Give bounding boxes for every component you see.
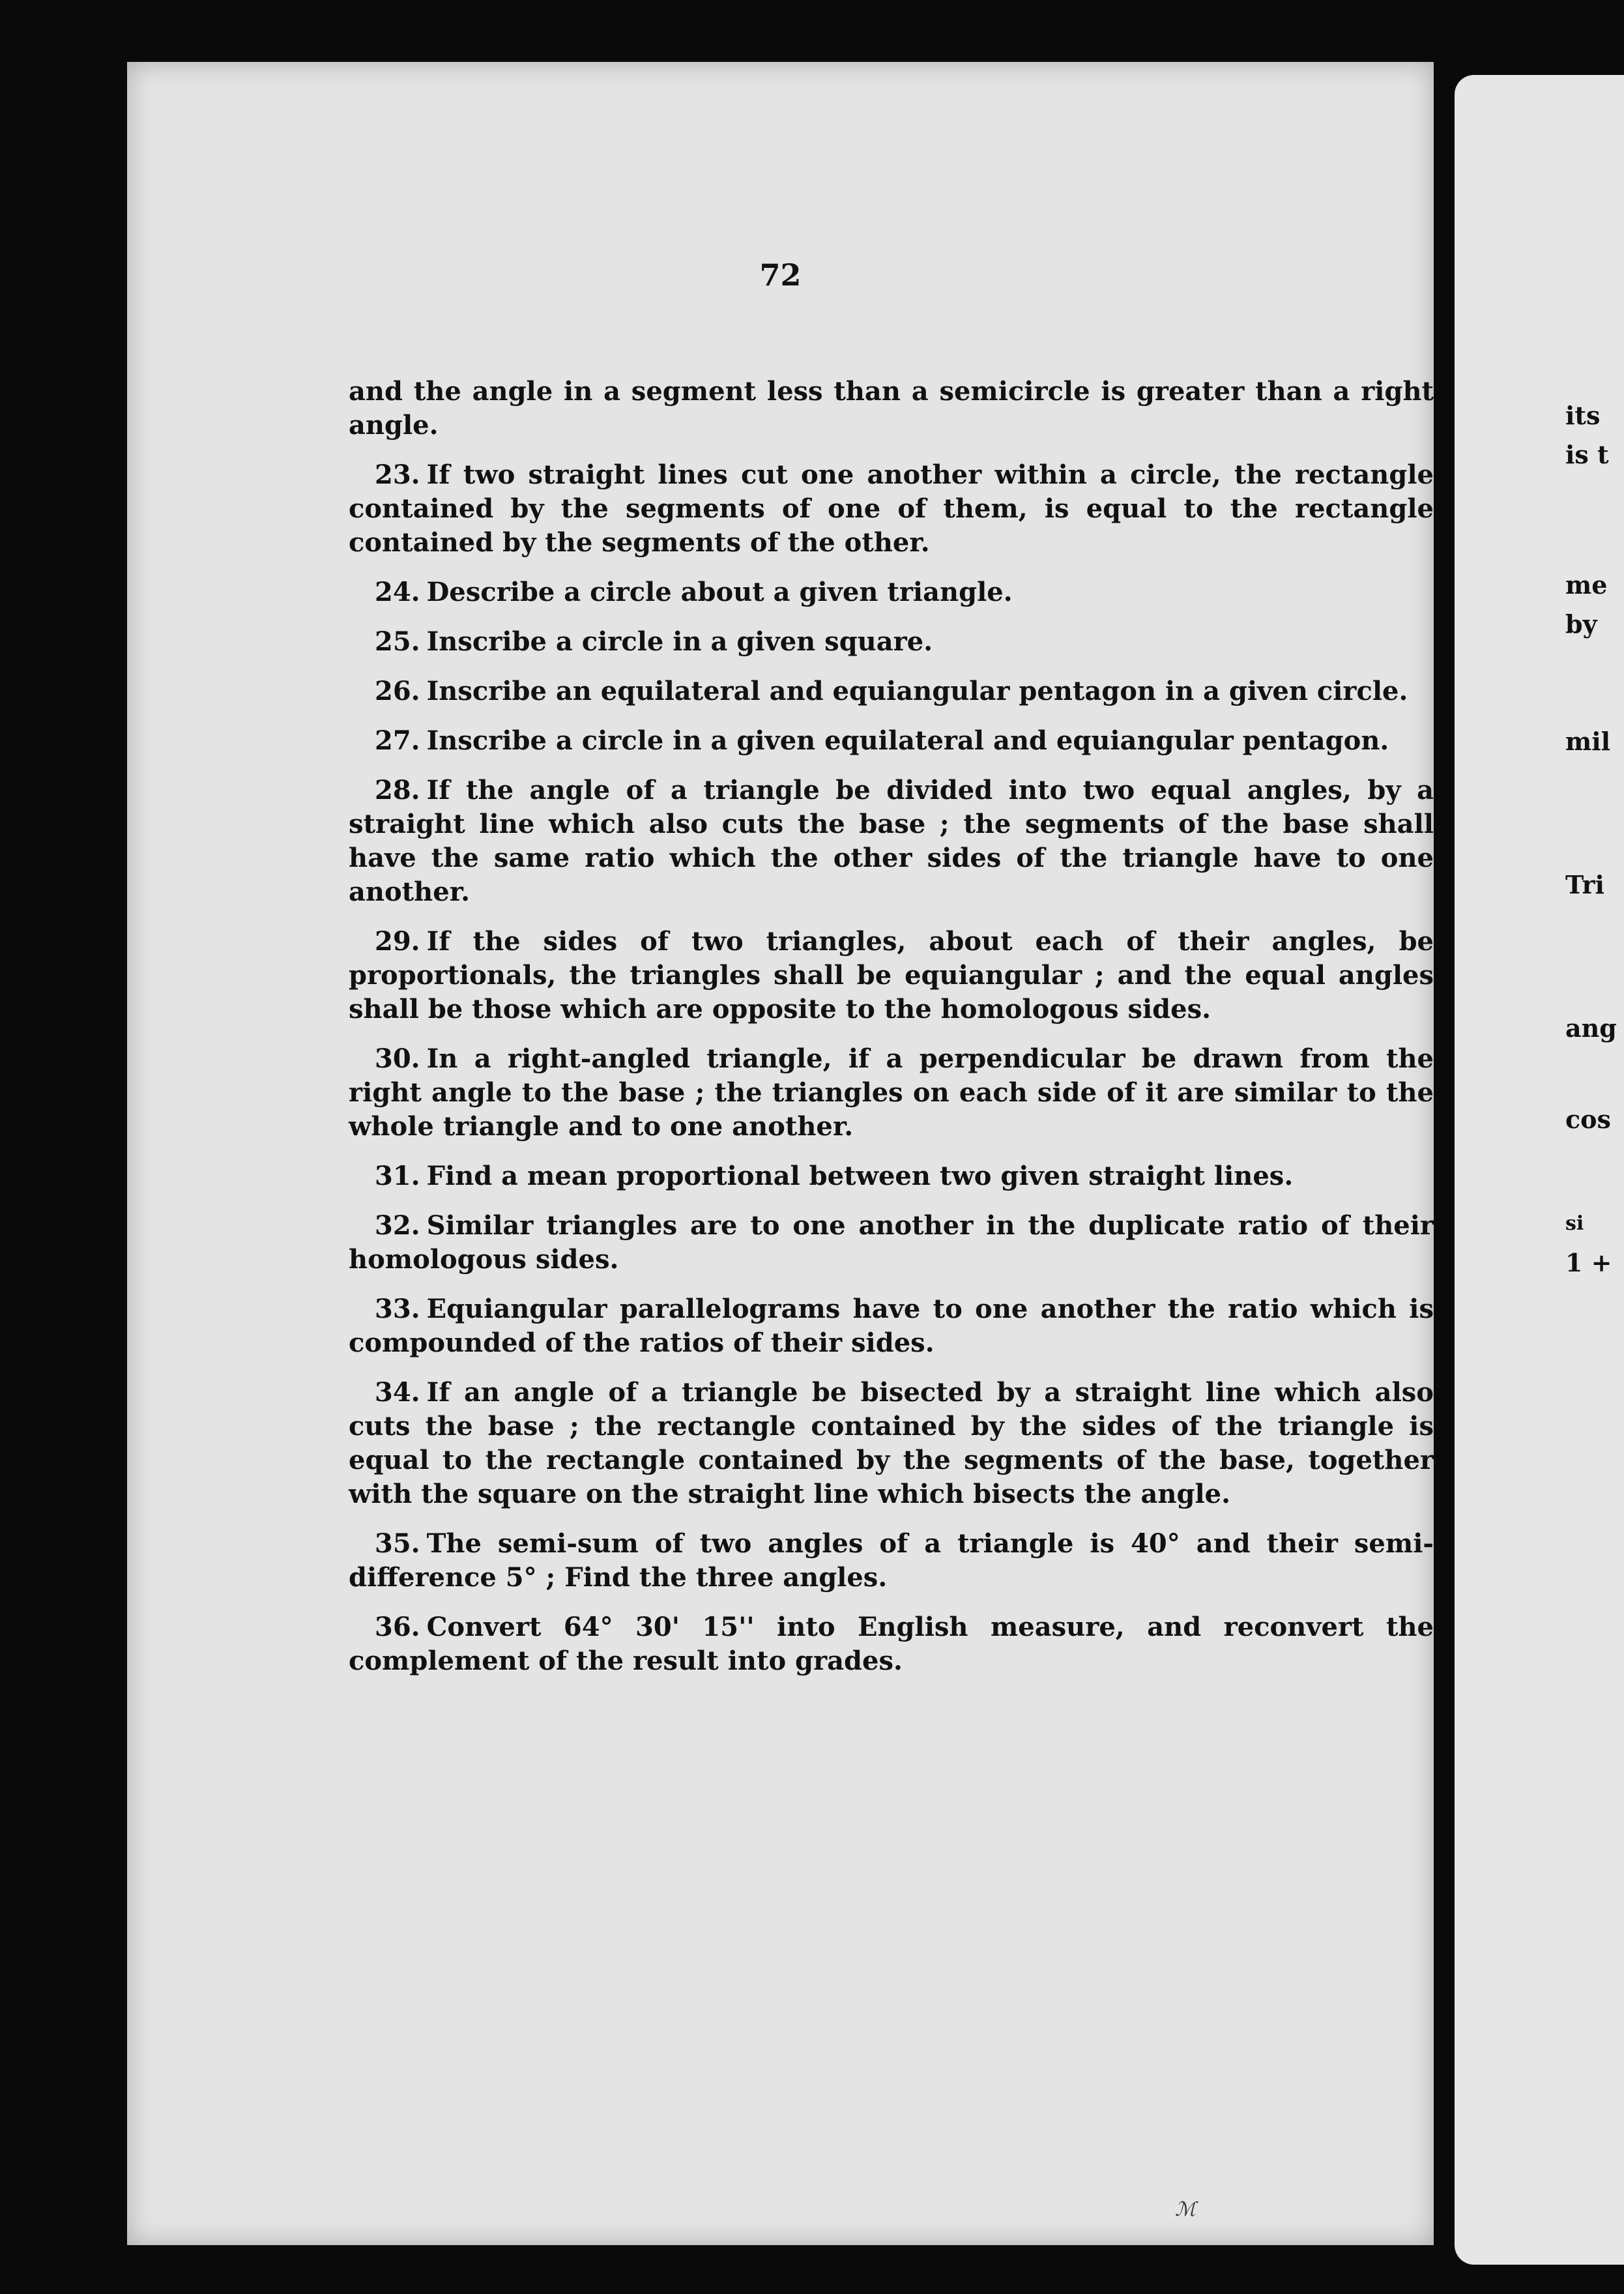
problem-number: 34.: [375, 1377, 420, 1408]
right-page-fragment: mil: [1565, 727, 1611, 756]
problem-29: [349, 925, 1434, 1026]
problem-number: 31.: [375, 1161, 420, 1191]
right-page-fragment: ang: [1565, 1013, 1617, 1043]
problem-text: Describe a circle about a given triangle.: [426, 577, 1013, 607]
problem-number: 29.: [375, 926, 420, 957]
right-page-fragment: its: [1565, 401, 1601, 430]
problem-number: 23.: [375, 459, 420, 490]
problem-text: Similar triangles are to one another in the duplicate ratio of their homologous sides.: [349, 1210, 1434, 1275]
problem-text: If an angle of a triangle be bisected by a straight line which also cuts the base ; the rectangle contained by the sides of the triangle is equal to the rectangle contained by the segments of the base, together with the square on the straight line which bisects the angle.: [349, 1377, 1434, 1509]
problem-number: 30.: [375, 1043, 420, 1074]
problem-31: [349, 1159, 1434, 1193]
paragraph-text: and the angle in a segment less than a semicircle is greater than a right angle.: [349, 376, 1434, 441]
problem-text: The semi-sum of two angles of a triangle is 40° and their semi-difference 5° ; Find the three angles.: [349, 1528, 1434, 1593]
problem-28: [349, 774, 1434, 909]
right-page-fragment: si: [1565, 1212, 1584, 1235]
problem-text: Inscribe an equilateral and equiangular pentagon in a given circle.: [426, 676, 1408, 706]
problem-25: [349, 625, 1434, 659]
problem-number: 33.: [375, 1294, 420, 1324]
problem-number: 35.: [375, 1528, 420, 1559]
problem-text: If two straight lines cut one another within a circle, the rectangle contained by the segments of one of them, is equal to the rectangle contained by the segments of the other.: [349, 459, 1434, 558]
problem-number: 24.: [375, 577, 420, 607]
book-page-left: [127, 62, 1434, 2245]
problem-text: If the sides of two triangles, about each of their angles, be proportionals, the triangles shall be equiangular ; and the equal angles shall be those which are opposite to the homologous sides.: [349, 926, 1434, 1024]
problem-number: 36.: [375, 1612, 420, 1642]
problem-number: 32.: [375, 1210, 420, 1241]
right-page-fragment: is t: [1565, 440, 1609, 469]
problem-number: 27.: [375, 725, 420, 756]
right-page-fragment: 1 +: [1565, 1248, 1612, 1277]
problem-34: [349, 1376, 1434, 1511]
problem-36: [349, 1610, 1434, 1678]
problem-text: If the angle of a triangle be divided into two equal angles, by a straight line which also cuts the base ; the segments of the base shall have the same ratio which the other sides of the triangle have to one another.: [349, 775, 1434, 907]
problem-35: [349, 1527, 1434, 1595]
problem-text: Inscribe a circle in a given square.: [426, 626, 933, 657]
problem-number: 25.: [375, 626, 420, 657]
problem-32: [349, 1209, 1434, 1277]
right-page-fragment: by: [1565, 609, 1597, 639]
problem-text: Convert 64° 30' 15'' into English measure, and reconvert the complement of the result into grades.: [349, 1612, 1434, 1676]
problem-number: 28.: [375, 775, 420, 806]
right-page-fragment: cos: [1565, 1105, 1611, 1134]
problem-30: [349, 1042, 1434, 1144]
problem-33: [349, 1292, 1434, 1360]
problem-text: Equiangular parallelograms have to one another the ratio which is compounded of the ratios of their sides.: [349, 1294, 1434, 1358]
problem-24: [349, 575, 1434, 609]
problem-text: In a right-angled triangle, if a perpendicular be drawn from the right angle to the base ; the triangles on each side of it are similar to the whole triangle and to one another.: [349, 1043, 1434, 1142]
problem-list: [349, 375, 1434, 1694]
problem-26: [349, 675, 1434, 708]
problem-number: 26.: [375, 676, 420, 706]
problem-text: Inscribe a circle in a given equilateral and equiangular pentagon.: [426, 725, 1389, 756]
problem-23: [349, 458, 1434, 560]
footer-mark: ℳ: [1175, 2198, 1196, 2221]
page-number: 72: [759, 257, 802, 293]
right-page-fragment: Tri: [1565, 870, 1604, 899]
book-page-right-edge: [1455, 75, 1624, 2265]
problem-text: Find a mean proportional between two given straight lines.: [426, 1161, 1294, 1191]
right-page-fragment: me: [1565, 570, 1608, 600]
problem-27: [349, 724, 1434, 758]
paragraph-continuation: [349, 375, 1434, 443]
